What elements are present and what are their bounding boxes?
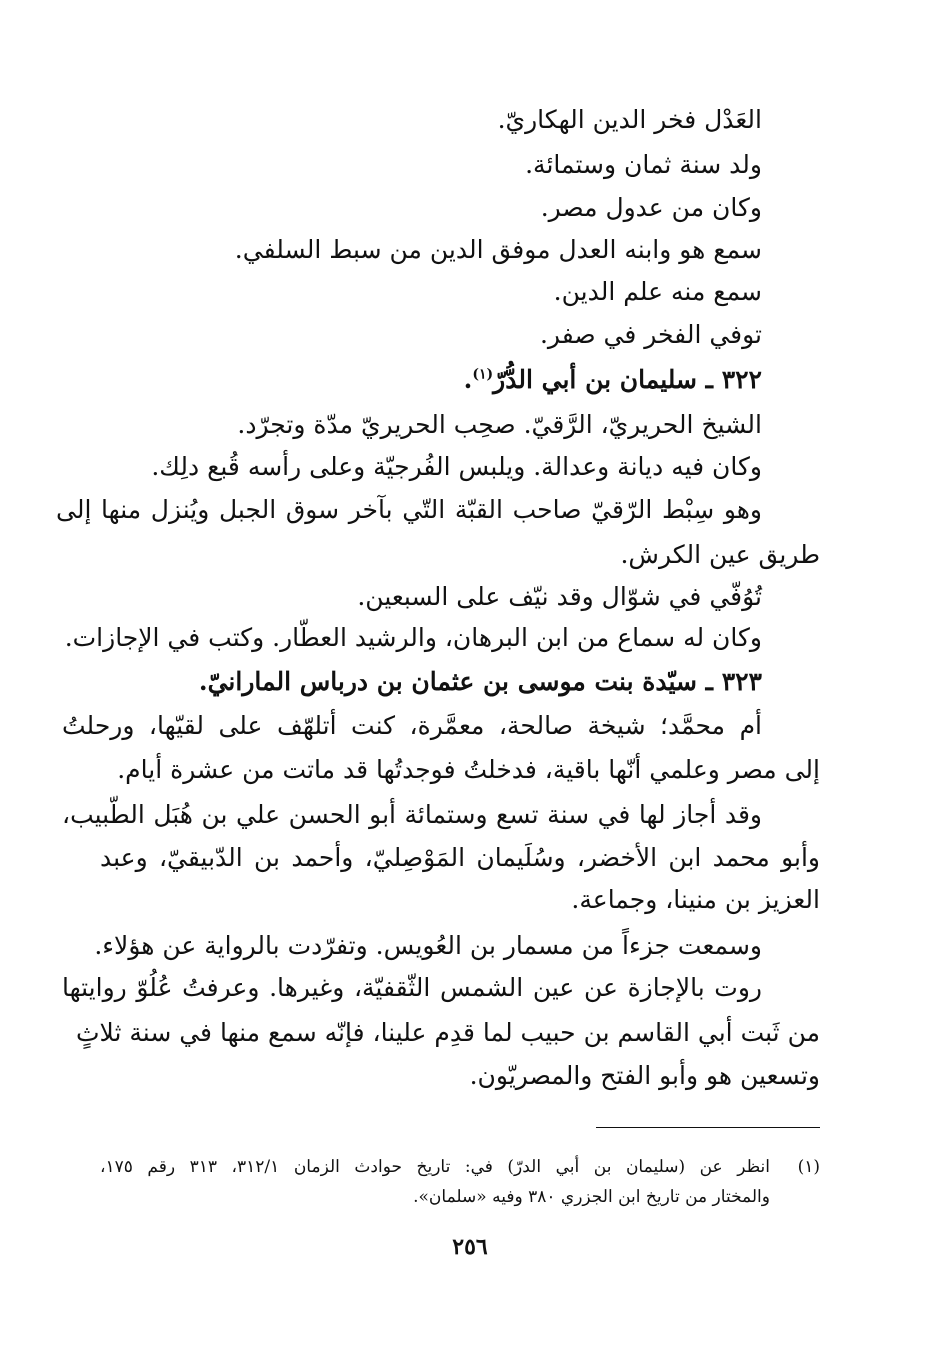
text-line: إلى مصر وعلمي أنّها باقية، فدخلتُ فوجدتُها قد ماتت من عشرة أيام. xyxy=(117,755,820,784)
text-line: سمع منه علم الدين. xyxy=(553,277,762,306)
text-line: العزيز بن منينا، وجماعة. xyxy=(571,885,820,914)
footnote-ref: (١) xyxy=(472,366,494,383)
text-line: وكان من عدول مصر. xyxy=(540,193,762,222)
entry-heading-323: ٣٢٣ ـ سيّدة بنت موسى بن عثمان بن درباس المارانيّ. xyxy=(198,667,762,696)
footnote-marker: (١) xyxy=(797,1157,820,1177)
footnote-line: والمختار من تاريخ ابن الجزري ٣٨٠ وفيه «سلمان». xyxy=(413,1187,770,1207)
text-line: سمع هو وابنه العدل موفق الدين من سبط السلفي. xyxy=(234,235,762,264)
footnote-separator xyxy=(596,1127,820,1128)
footnote-line: انظر عن (سليمان بن أبي الدرّ) في: تاريخ حوادث الزمان ٣١٢/١، ٣١٣ رقم ١٧٥، xyxy=(100,1157,770,1177)
heading-end: . xyxy=(463,365,473,394)
text-line: روت بالإجازة عن عين الشمس الثّقفيّة، وغيرها. وعرفتُ عُلُوّ روايتها xyxy=(62,973,762,1002)
text-line: وهو سِبْط الرّقيّ صاحب القبّة التّي بآخر سوق الجبل ويُنزل منها إلى xyxy=(56,495,762,524)
entry-heading-322 xyxy=(464,360,762,400)
text-line: أم محمَّد؛ شيخة صالحة، معمَّرة، كنت أتلهّف على لقيّها، ورحلتُ xyxy=(62,711,763,740)
text-line: الشيخ الحريريّ، الرَّقيّ. صحِب الحريريّ مدّة وتجرّد. xyxy=(237,410,762,439)
text-line: تُوُفّي في شوّال وقد نيّف على السبعين. xyxy=(357,582,762,611)
text-line: ولد سنة ثمان وستمائة. xyxy=(525,150,762,179)
text-line: توفي الفخر في صفر. xyxy=(539,320,762,349)
text-line: وقد أجاز لها في سنة تسع وستمائة أبو الحسن علي بن هُبَل الطّبيب، xyxy=(62,800,762,829)
text-line: وسمعت جزءاً من مسمار بن العُويس. وتفرّدت بالرواية عن هؤلاء. xyxy=(94,931,762,960)
text-line: العَدْل فخر الدين الهكاريّ. xyxy=(497,105,762,134)
page-number: ٢٥٦ xyxy=(452,1234,488,1260)
text-line: وأبو محمد ابن الأخضر، وسُلَيمان المَوْصِليّ، وأحمد بن الدّبيقيّ، وعبد xyxy=(100,843,820,872)
text-line: من ثَبت أبي القاسم بن حبيب لما قدِم علينا، فإنّه سمع منها في سنة ثلاثٍ xyxy=(76,1018,820,1047)
text-line: وتسعين هو وأبو الفتح والمصريّون. xyxy=(469,1061,820,1090)
text-line: طريق عين الكرش. xyxy=(620,540,820,569)
heading-text: ٣٢٢ ـ سليمان بن أبي الدُّرّ xyxy=(493,365,762,394)
text-line: وكان فيه ديانة وعدالة. ويلبس الفُرجيّة وعلى رأسه قُبع دلِك. xyxy=(151,452,762,481)
text-line: وكان له سماع من ابن البرهان، والرشيد العطّار. وكتب في الإجازات. xyxy=(64,623,762,652)
